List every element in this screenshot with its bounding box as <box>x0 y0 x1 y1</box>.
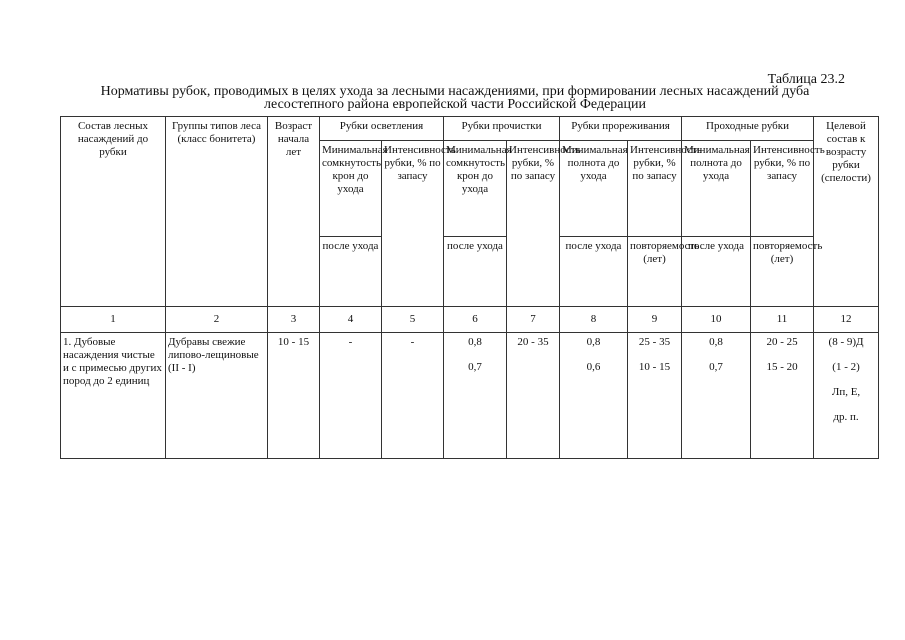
table-label: Таблица 23.2 <box>767 72 845 87</box>
cell-col8 <box>560 333 628 459</box>
header-thinning: Рубки прореживания <box>560 117 682 141</box>
header-intensity-thin: Интенсивность рубки, % по запасу <box>628 141 682 237</box>
header-repeat-2: повторяемость (лет) <box>751 237 814 307</box>
cell-col7: 20 - 35 <box>507 333 560 459</box>
cell-forest-groups: Дубравы свежие липово-лещиновые (II - I) <box>166 333 268 459</box>
cell-value: 0,8 <box>468 336 482 348</box>
col-number: 1 <box>61 307 166 333</box>
cell-col5: - <box>382 333 444 459</box>
header-cleaning: Рубки прочистки <box>444 117 560 141</box>
header-passing: Проходные рубки <box>682 117 814 141</box>
table-row <box>61 333 879 459</box>
header-after-care-3: после ухода <box>560 237 628 307</box>
header-repeat-1: повторяемость (лет) <box>628 237 682 307</box>
header-min-density-1: Минимальная сомкнутость крон до ухода <box>320 141 382 237</box>
norms-table <box>60 116 879 459</box>
header-min-fullness-thin: Минимальная полнота до ухода <box>560 141 628 237</box>
col-number: 6 <box>444 307 507 333</box>
cell-col11 <box>751 333 814 459</box>
header-start-age: Возраст начала лет <box>268 117 320 307</box>
header-target: Целевой состав к возрасту рубки (спелости) <box>814 117 879 307</box>
cell-value: 25 - 35 <box>638 336 671 348</box>
header-min-density-2: Минимальная сомкнутость крон до ухода <box>444 141 507 237</box>
header-intensity-1: Интенсивность рубки, % по запасу <box>382 141 444 307</box>
cell-value: 20 - 25 <box>766 336 798 348</box>
cell-value: др. п. <box>833 411 859 423</box>
col-number: 10 <box>682 307 751 333</box>
cell-value: 0,8 <box>586 336 601 348</box>
cell-value: (8 - 9)Д <box>828 336 864 348</box>
header-after-care-4: после ухода <box>682 237 751 307</box>
cell-col4: - <box>320 333 382 459</box>
cell-value: 0,7 <box>709 361 723 373</box>
header-lightening: Рубки осветления <box>320 117 444 141</box>
col-number: 4 <box>320 307 382 333</box>
cell-target <box>814 333 879 459</box>
col-number: 11 <box>751 307 814 333</box>
header-after-care-2: после ухода <box>444 237 507 307</box>
cell-col9 <box>628 333 682 459</box>
col-number: 2 <box>166 307 268 333</box>
header-intensity-pass: Интенсивность рубки, % по запасу <box>751 141 814 237</box>
header-forest-groups: Группы типов леса (класс бонитета) <box>166 117 268 307</box>
col-number: 8 <box>560 307 628 333</box>
cell-value: 0,8 <box>709 336 723 348</box>
cell-value: Лп, Е, <box>831 386 861 398</box>
col-number: 9 <box>628 307 682 333</box>
header-intensity-2: Интенсивность рубки, % по запасу <box>507 141 560 307</box>
table-title: Нормативы рубок, проводимых в целях ухода за лесными насаждениями, при формировании лесных насаждений дуба лесостепного района европейской части Российской Федерации <box>100 84 810 112</box>
cell-start-age: 10 - 15 <box>268 333 320 459</box>
header-min-fullness-pass: Минимальная полнота до ухода <box>682 141 751 237</box>
col-number: 12 <box>814 307 879 333</box>
cell-composition: 1. Дубовые насаждения чистые и с примесью других пород до 2 единиц <box>61 333 166 459</box>
col-number: 7 <box>507 307 560 333</box>
cell-value: 0,6 <box>586 361 601 373</box>
cell-value: (1 - 2) <box>832 361 860 373</box>
cell-value: 10 - 15 <box>638 361 671 373</box>
header-composition: Состав лесных насаждений до рубки <box>61 117 166 307</box>
cell-value: 15 - 20 <box>766 361 798 373</box>
cell-value: 0,7 <box>468 361 482 373</box>
header-after-care-1: после ухода <box>320 237 382 307</box>
col-number: 3 <box>268 307 320 333</box>
cell-col6 <box>444 333 507 459</box>
col-number: 5 <box>382 307 444 333</box>
cell-col10 <box>682 333 751 459</box>
